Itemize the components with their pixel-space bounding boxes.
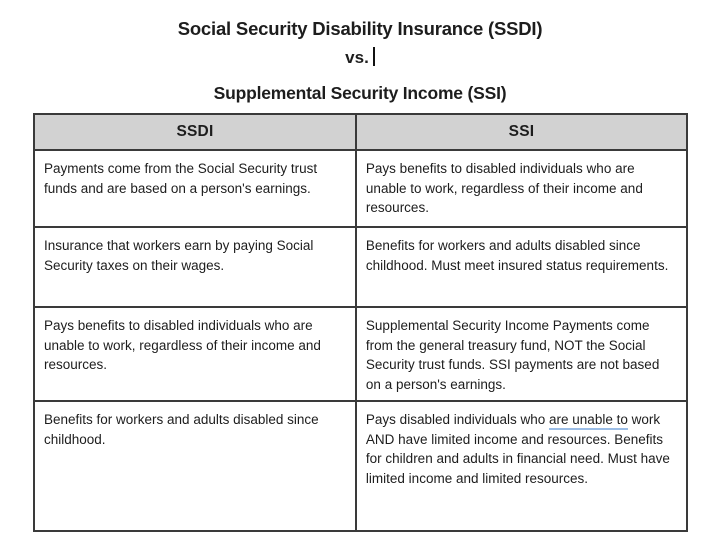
title-vs-line (0, 47, 720, 69)
cell-ssi-1: Pays benefits to disabled individuals who are unable to work, regardless of their income and resources. (356, 150, 687, 227)
cell-ssdi-2: Insurance that workers earn by paying Social Security taxes on their wages. (34, 227, 356, 307)
table-row (34, 150, 687, 227)
title-ssdi-line: Social Security Disability Insurance (SSDI) (177, 18, 543, 39)
table-row (34, 307, 687, 401)
table-row (34, 227, 687, 307)
cell-ssi-4 (356, 401, 687, 531)
column-header-ssdi: SSDI (34, 114, 356, 150)
ssi-4-text-before: Pays disabled individuals who (365, 412, 550, 427)
cell-ssdi-1: Payments come from the Social Security trust funds and are based on a person's earnings. (34, 150, 356, 227)
document-title-block (0, 18, 720, 104)
table-header-row (34, 114, 687, 150)
text-cursor (373, 47, 375, 66)
cell-ssi-2: Benefits for workers and adults disabled since childhood. Must meet insured status requirements. (356, 227, 687, 307)
document-page (0, 18, 720, 557)
cell-ssi-3: Supplemental Security Income Payments come from the general treasury fund, NOT the Social Security trust funds. SSI payments are not based on a person's earnings. (356, 307, 687, 401)
table-row (34, 401, 687, 531)
cell-ssdi-4: Benefits for workers and adults disabled since childhood. (34, 401, 356, 531)
comparison-table (33, 113, 688, 532)
column-header-ssi: SSI (356, 114, 687, 150)
ssi-4-suggestion-underlined-text[interactable]: are unable to (549, 412, 628, 430)
title-ssi-line: Supplemental Security Income (SSI) (213, 83, 507, 103)
ssi-4-text-after: work AND have limited income and resources. Benefits for children and adults in financial need. Must have limited income and limited resources. (365, 412, 670, 486)
vs-text: vs. (345, 48, 369, 67)
cell-ssdi-3: Pays benefits to disabled individuals who are unable to work, regardless of their income and resources. (34, 307, 356, 401)
